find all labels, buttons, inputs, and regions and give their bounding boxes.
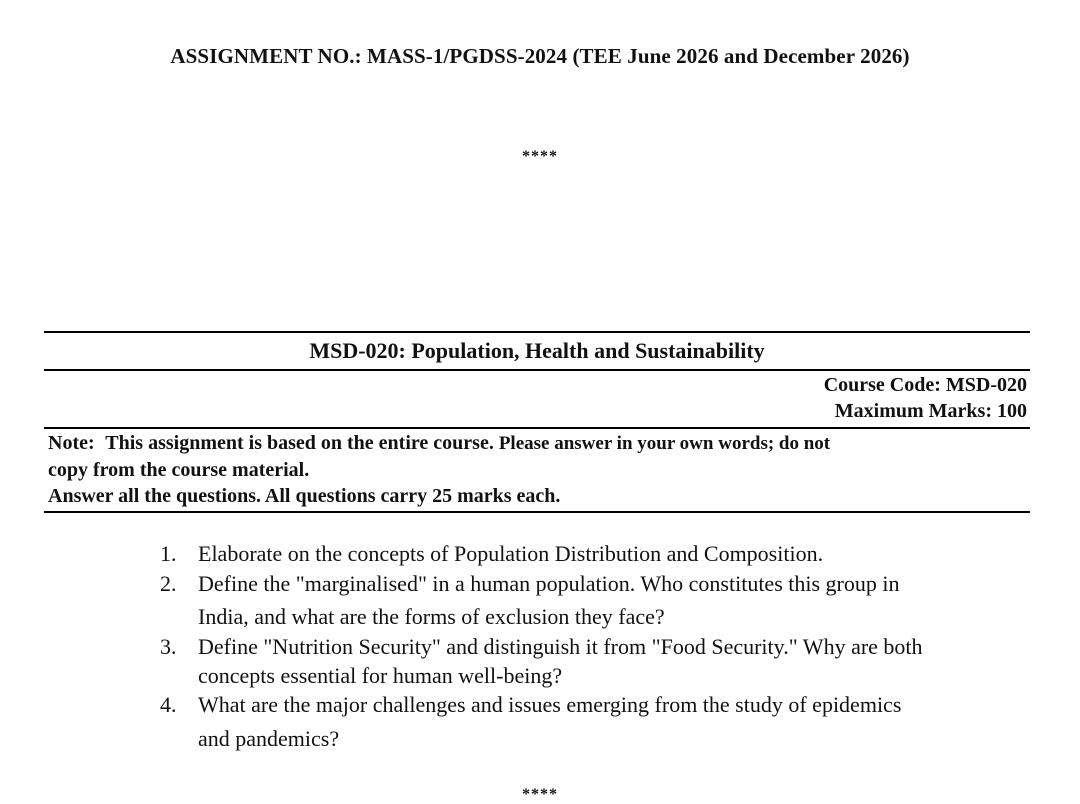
note-line-2: copy from the course material.	[48, 459, 310, 481]
note-text-main: This assignment is based on the entire course.	[105, 432, 494, 454]
question-item	[160, 569, 1040, 632]
section-separator: ****	[522, 148, 558, 165]
question-item	[160, 690, 1040, 754]
question-number: 1.	[160, 541, 177, 566]
question-text: Elaborate on the concepts of Population Distribution and Composition.	[198, 541, 824, 566]
divider-rule	[44, 511, 1030, 513]
question-list	[160, 539, 1040, 754]
question-item	[160, 539, 1040, 569]
question-item	[160, 632, 1040, 689]
note-line-3: Answer all the questions. All questions carry 25 marks each.	[48, 485, 561, 507]
question-text: concepts essential for human well-being?	[198, 663, 563, 688]
note-text-rest: Please answer in your own words; do not	[498, 433, 831, 454]
note-line-1	[48, 430, 1028, 457]
question-number: 4.	[160, 692, 177, 717]
question-number: 2.	[160, 571, 177, 596]
question-text: What are the major challenges and issues emerging from the study of epidemics	[198, 692, 902, 717]
course-title: MSD-020: Population, Health and Sustainability	[309, 338, 765, 363]
note-label: Note:	[48, 432, 95, 454]
end-separator: ****	[522, 786, 558, 803]
divider-rule	[44, 369, 1030, 371]
question-number: 3.	[160, 634, 177, 659]
divider-rule	[44, 427, 1030, 429]
divider-rule	[44, 331, 1030, 333]
question-text: Define "Nutrition Security" and distinguish it from "Food Security." Why are both	[198, 634, 923, 659]
assignment-title: ASSIGNMENT NO.: MASS-1/PGDSS-2024 (TEE June 2026 and December 2026)	[170, 44, 910, 68]
question-text: Define the "marginalised" in a human population. Who constitutes this group in	[198, 571, 900, 596]
question-text: India, and what are the forms of exclusion they face?	[198, 604, 665, 629]
course-code: Course Code: MSD-020	[823, 374, 1027, 396]
question-text: and pandemics?	[198, 726, 340, 751]
note-block	[48, 430, 1028, 509]
maximum-marks: Maximum Marks: 100	[834, 400, 1027, 422]
